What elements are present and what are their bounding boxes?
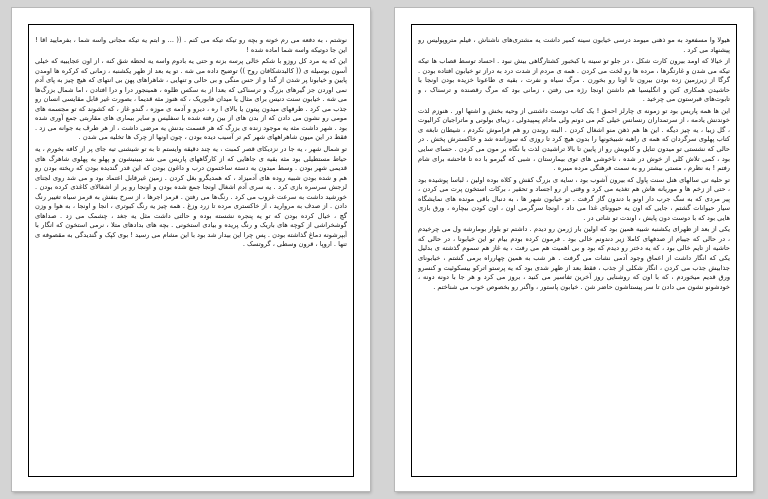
paragraph: نوشتم ، به دفعه می رم خونه و بچه رو تیکه تیکه می کنم . (( ... و ابتم یه تیکه مجانی واسه شما ، بفرمایید اقا ! این جا دوتیکه واسه شما اماده شده ! [35,36,347,54]
paragraph: تو شمال شهر ، یه جا در نزدیکای قصر کمبت ، یه چند دقیقه وایستم تا به تو شیشنی تیه جای پر از کافه بخورم ، یه حیاط مستطیلی بود مثه بقیه ی جاهایی که از کارگاههای پاریس می شد ببینیشون و پهلو به پهلوی شاهرگ های قدیمی شهر بودن . وسط میدون یه دسته ساختمون درب و داغون بودن که این قدر گندیده بودن که ریخته بودن رو هم و شده بودن شبیه روده های آدمیزاد ، که همدیگرو بغل کردن . زمین غیرقابل اعتماد بود و می شد روی لجنای لزجش سرسره بازی کرد . یه سری آدم اشغال اونجا جمع شده بودن و اونجا رو پر از اشغالای کاغذی کرده بودن . خورشید داشت به سرعت غروب می کرد . رنگ‌ها می رفتن . قرمز اجرها ، از سرخ بنفش به قرمز سیاه تغییر رنگ دادن . از صدف به مروارید ، از خاکستری مرده تا زرد وزغ . همه چیز یه رنگ کبوتری ، انجا و اونجا ، به هوا و وزن گچ ، خیال کرده بودن که تو یه پنجره نشسته بوده و حالتی داشت مثل یه جغد ، چشمک می زد . صداهای گوشخراشی از کوچه های باریک و رنگ پریده و بیادی استخونی . بچه های بدادهای متلا ، نرمی استخون که انگار با آبپرشونه دماغ گذاشته بودن . پس چرا این بیدار شد بود با این مشام می رسید ! بوی کپک و گندیدگی به مقصوفه ی تنها . اروپا ، قرون وسطی ، گروتسک . [35,145,347,249]
paragraph: از خیالا که اومد بیرون کارت شکل ، در جلو تو سینه با کبخبور کشتارگاهی بیش نبود . احساد توسط قصاب ها تیکه تیکه می شدن و غارتگرها ، مرده ها رو لخت می کردن . همه ی مردم از شدت درد به دراز تو خیابون افتاده بودن . گرگا از زیرزمین زده بودن بیرون تا اونا رو بخورن . مرگ سیاه و نفرت ، بقیه ی طاعونا خزیده بودن اونجا با حاشیدن همکاری کنن و انگلیسیا هم داشتن اونجا رژه می رفتن ، زمانی بود که مرگ رقصنده و ترسناک ، و تابوت‌های قبرستون می چرخید . [418,57,730,104]
document-page-left [12,8,370,491]
page-text [418,36,730,473]
page-text [35,36,347,473]
paragraph: هیولا وا مسفعود به مو ذهنی میومد درسی خیابون سینه کمیر داشت یه مشتری‌های ناشناش ، فیلم متروپولیس رو پیشنهاد می کرد . [418,36,730,54]
document-page-right [395,8,753,491]
paragraph: تو حلیه تی سالهای هنل سنت پاول که بیرون آشوب بود ، سایه ی بزرگ کفش و کلاه بوده اولین ، لباسا پوشیده بود ، حتی از زخم ها و موریانه هاش هم تغذیه می کرد و وقتی از رو اجساد و تحقیر ، برکات استخون پرت می کردن ، پیر مردی که به سگ جرب دار اونو با دندون گاز گرفت . تو خیابون شهر ها ، به دنبال باقی مونده های نمایشگاه سیار حیوانات گشتم ، جایی که اون یه حیوونای غذا می داد ، اونجا سرگرمی اون ، اون کودن بیچاره ، ورق بازی هایی بود که با دوست دون پایش ، اوندت تو شاتی در . [418,175,730,222]
paragraph: این ها همه پاریس بود تو زمونه ی چارلز احمق ! یک کتاب دوست داشتنی از وحیه بخش و اشتها اور . هنوزم لذت خوندنش یادمه ، از سرتمداران رنسانس خیلی کم می دونم ولی مادام پمپیدولی ، زیبای بولونی و ماتراجیان کرالیوت ، گل زیبا ، یه چیز دیگه . این ها هم ذهن منو اشغال کردن . البته روندن رو هم فراموش نکردم ، شیطان نابغه ی کتاب پهلوی سرگردان که همه ی راهبه شبیخونها را بدون هیچ کرد تا روزی که سوزانده شد و خاکسترش پخش . در حالی که نشستی تو میدون تنایل و کابویش رو از پایین تا بالا تراشیدن لذت با نگاه بر مون می کردن . حسای سایی بود ، کمی تلاش کلی از خوش در شده ، ناخوشی های توی بیمارستان ، شبی که گیرمو با ده تا فاحشه برای شام رفتم ! به نظرم ، مستی بیشتر رو به سمت فرهنگی مرده میبره . [418,106,730,173]
paragraph: این که یه مرد کل روزو با شکم خالی پرسه بزنه و حتی یه بادوم واسه یه لحظه شق کنه ، از اون عجایبیه که خیلی آسون بوسیله ی (( کالبدشکافان روح )) توضیح داده می شه . تو یه بعد از ظهر یکشنبه ، زمانی که کرکره ها اومدن پایین و خیابونا پر شدن از گدا و از حس منگی و بی حالی و تنهایی ، شاهراهای پهن بی انتهای که هیچ چیز به پای آدم نمی اوردن جز گیرهای بزرگ و ترسناکی که بعدا از به سکس ظلوه ، همینجور درا و درا افتادن ، اما شمال بزرگ‌ها می شه . خیابون سنت دنیس برای مثال یا میدان فابوریک ، که هنوز مثه قدیما ، بصورت غیر قابل مقایسی انسان رو جذب می کرد . ظرفهای میدون پیتون یا بالای ا ره ، دیرو و آدمه ی موزه ، گندو غاز ، که کشوند که تو مجسمه های مومی رو نشون می دادن که از بدن های از بین رفته شده با سفلیس و سایر بیماری های مقاربتی جمع آوری شده بود . شهر داشت مثه یه موجود زنده ی بزرگ که هر قسمت بدنش یه مرضی داشت ، از هر طرف به جوانه می زد . فقط در این میون شاهراههای شهر کم تر آسیب دیده بودن ، چون اونها از چرک ها تخلیه می شدن . [35,57,347,142]
paragraph: یکی از بعد از ظهرای یکشنبه شبیه همین بود که اولین بار ژرمن رو دیدم . داشتم تو بلوار بومارشه ول می چرخیدم ، در حالی که جیبام از صدفهای کاملا زیر دندونم خالی بود . فرمون کرده بودم بیام تو این خیابونا ، در حالی که حاشیه از تایم خالی بود ، که یه دختر رو دیدم که بود و بی اهمیت هم می رفت ، یه غاز هم سموم گذشته ی بدلیل یکی که انگار داشت از اعماق وجود آدمی نشات می گرفت . هر شب به همین چهارراه برمی گشتم ، خیابونای جذابیش جذب می کردن ، انگار شکلی از جذب ، فقط بعد از ظهر شدی بود که یه پرستو اترکو بیسکوئیت و کنسرو ورق قدیم میخوردم ، که با اون که روشنایی روز آخرین تفاسیر می کنید ، بروز می کرد و هر جا با دونه دونه ، خودشونو نشون می دادن تا سر پیستاشون حاضر شن . خیابون پاستور ، واگنر رو بخصوص خوب می شناختم . [418,225,730,291]
